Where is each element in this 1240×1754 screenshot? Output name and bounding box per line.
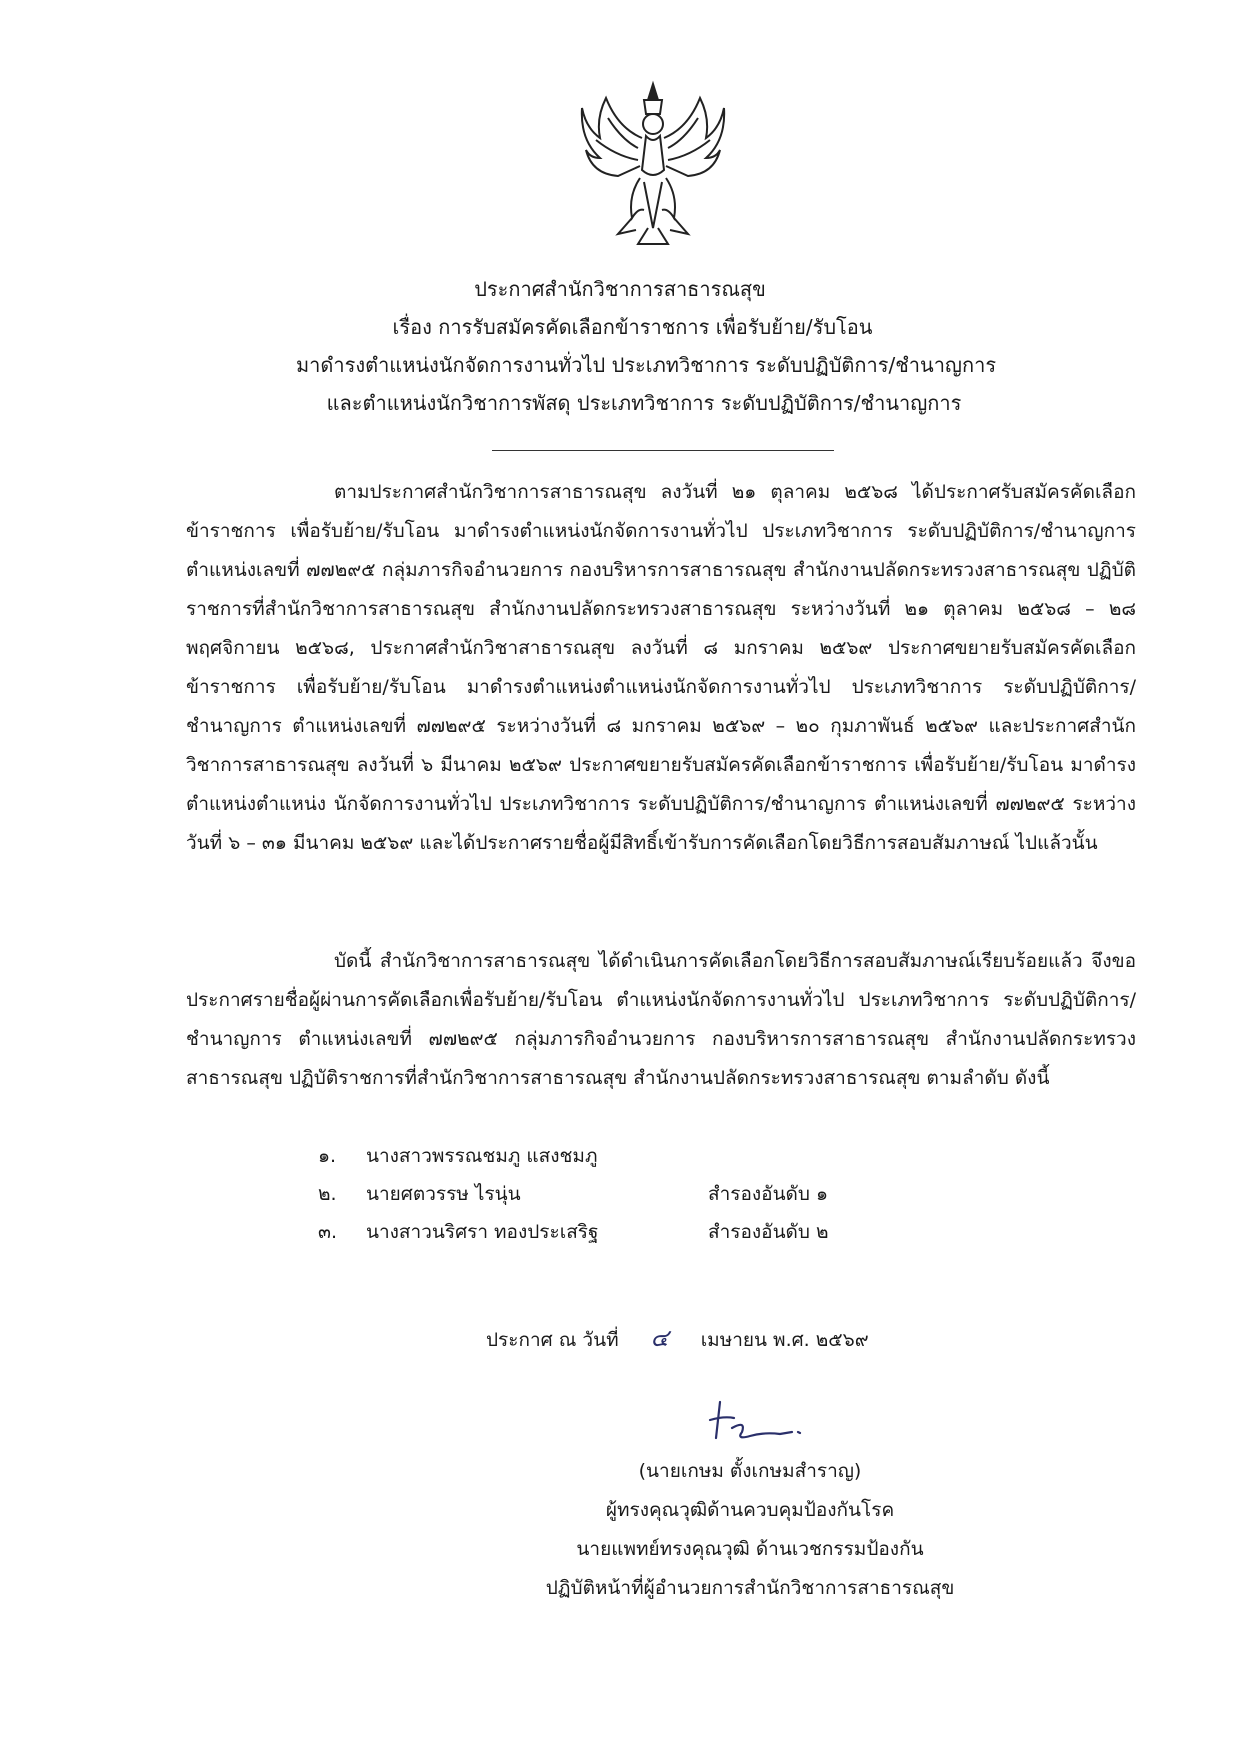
signatory-title-3: ปฏิบัติหน้าที่ผู้อำนวยการสำนักวิชาการสาธารณสุข	[545, 1577, 955, 1599]
candidate-number: ๒.	[318, 1183, 337, 1205]
candidate-number: ๑.	[318, 1145, 337, 1167]
header-line-2: เรื่อง การรับสมัครคัดเลือกข้าราชการ เพื่อรับย้าย/รับโอน	[392, 315, 873, 339]
candidate-name: นางสาวพรรณชมภู แสงชมภู	[366, 1145, 598, 1167]
date-prefix: ประกาศ ณ วันที่	[486, 1329, 619, 1351]
candidate-list	[318, 1137, 1018, 1251]
candidate-name: นายศตวรรษ ไรนุ่น	[366, 1183, 521, 1205]
list-item	[318, 1175, 1018, 1213]
body-paragraph-2	[186, 942, 1136, 1098]
signatory-name: (นายเกษม ตั้งเกษมสำราญ)	[638, 1460, 862, 1482]
candidate-number: ๓.	[318, 1221, 338, 1243]
garuda-emblem-icon	[578, 78, 728, 248]
header-line-1: ประกาศสำนักวิชาการสาธารณสุข	[474, 277, 766, 301]
signatory-title-2: นายแพทย์ทรงคุณวุฒิ ด้านเวชกรรมป้องกัน	[576, 1538, 924, 1560]
candidate-rank: สำรองอันดับ ๒	[708, 1221, 829, 1243]
header-divider	[492, 450, 834, 451]
signatory-title-1: ผู้ทรงคุณวุฒิด้านควบคุมป้องกันโรค	[605, 1499, 895, 1521]
header-line-4: และตำแหน่งนักวิชาการพัสดุ ประเภทวิชาการ ระดับปฏิบัติการ/ชำนาญการ	[326, 391, 962, 415]
paragraph-1-text: ตามประกาศสำนักวิชาการสาธารณสุข ลงวันที่ ๒๑ ตุลาคม ๒๕๖๘ ได้ประกาศรับสมัครคัดเลือกข้าราชการ เพื่อรับย้าย/รับโอน มาดำรงตำแหน่งนักจัดการงานทั่วไป ประเภทวิชาการ ระดับปฏิบัติการ/ชำนาญการ ตำแหน่งเลขที่ ๗๗๒๙๕ กลุ่มภารกิจอำนวยการ กองบริหารการสาธารณสุข สำนักงานปลัดกระทรวงสาธารณสุข ปฏิบัติราชการที่สำนักวิชาการสาธารณสุข สำนักงานปลัดกระทรวงสาธารณสุข ระหว่างวันที่ ๒๑ ตุลาคม ๒๕๖๘ – ๒๘ พฤศจิกายน ๒๕๖๘, ประกาศสำนักวิชาสาธารณสุข ลงวันที่ ๘ มกราคม ๒๕๖๙ ประกาศขยายรับสมัครคัดเลือกข้าราชการ เพื่อรับย้าย/รับโอน มาดำรงตำแหน่งตำแหน่งนักจัดการงานทั่วไป ประเภทวิชาการ ระดับปฏิบัติการ/ชำนาญการ ตำแหน่งเลขที่ ๗๗๒๙๕ ระหว่างวันที่ ๘ มกราคม ๒๕๖๙ – ๒๐ กุมภาพันธ์ ๒๕๖๙ และประกาศสำนักวิชาการสาธารณสุข ลงวันที่ ๖ มีนาคม ๒๕๖๙ ประกาศขยายรับสมัครคัดเลือกข้าราชการ เพื่อรับย้าย/รับโอน มาดำรงตำแหน่งตำแหน่ง นักจัดการงานทั่วไป ประเภทวิชาการ ระดับปฏิบัติการ/ชำนาญการ ตำแหน่งเลขที่ ๗๗๒๙๕ ระหว่างวันที่ ๖ – ๓๑ มีนาคม ๒๕๖๙ และได้ประกาศรายชื่อผู้มีสิทธิ์เข้ารับการคัดเลือกโดยวิธีการสอบสัมภาษณ์ ไปแล้วนั้น	[186, 481, 1137, 854]
paragraph-2-text: บัดนี้ สำนักวิชาการสาธารณสุข ได้ดำเนินการคัดเลือกโดยวิธีการสอบสัมภาษณ์เรียบร้อยแล้ว จึงขอประกาศรายชื่อผู้ผ่านการคัดเลือกเพื่อรับย้าย/รับโอน ตำแหน่งนักจัดการงานทั่วไป ประเภทวิชาการ ระดับปฏิบัติการ/ชำนาญการ ตำแหน่งเลขที่ ๗๗๒๙๕ กลุ่มภารกิจอำนวยการ กองบริหารการสาธารณสุข สำนักงานปลัดกระทรวงสาธารณสุข ปฏิบัติราชการที่สำนักวิชาการสาธารณสุข สำนักงานปลัดกระทรวงสาธารณสุข ตามลำดับ ดังนี้	[186, 950, 1136, 1089]
date-month-year: เมษายน พ.ศ. ๒๕๖๙	[700, 1329, 869, 1351]
header-line-3: มาดำรงตำแหน่งนักจัดการงานทั่วไป ประเภทวิชาการ ระดับปฏิบัติการ/ชำนาญการ	[295, 353, 997, 377]
signatory-block	[520, 1452, 980, 1608]
date-day: ๔	[650, 1324, 669, 1352]
list-item	[318, 1137, 1018, 1175]
announcement-date	[486, 1318, 869, 1360]
candidate-rank: สำรองอันดับ ๑	[708, 1183, 829, 1205]
candidate-name: นางสาวนริศรา ทองประเสริฐ	[366, 1221, 599, 1243]
list-item	[318, 1213, 1018, 1251]
handwritten-signature	[706, 1398, 816, 1450]
announcement-header	[0, 270, 1240, 422]
body-paragraph-1	[186, 473, 1136, 863]
